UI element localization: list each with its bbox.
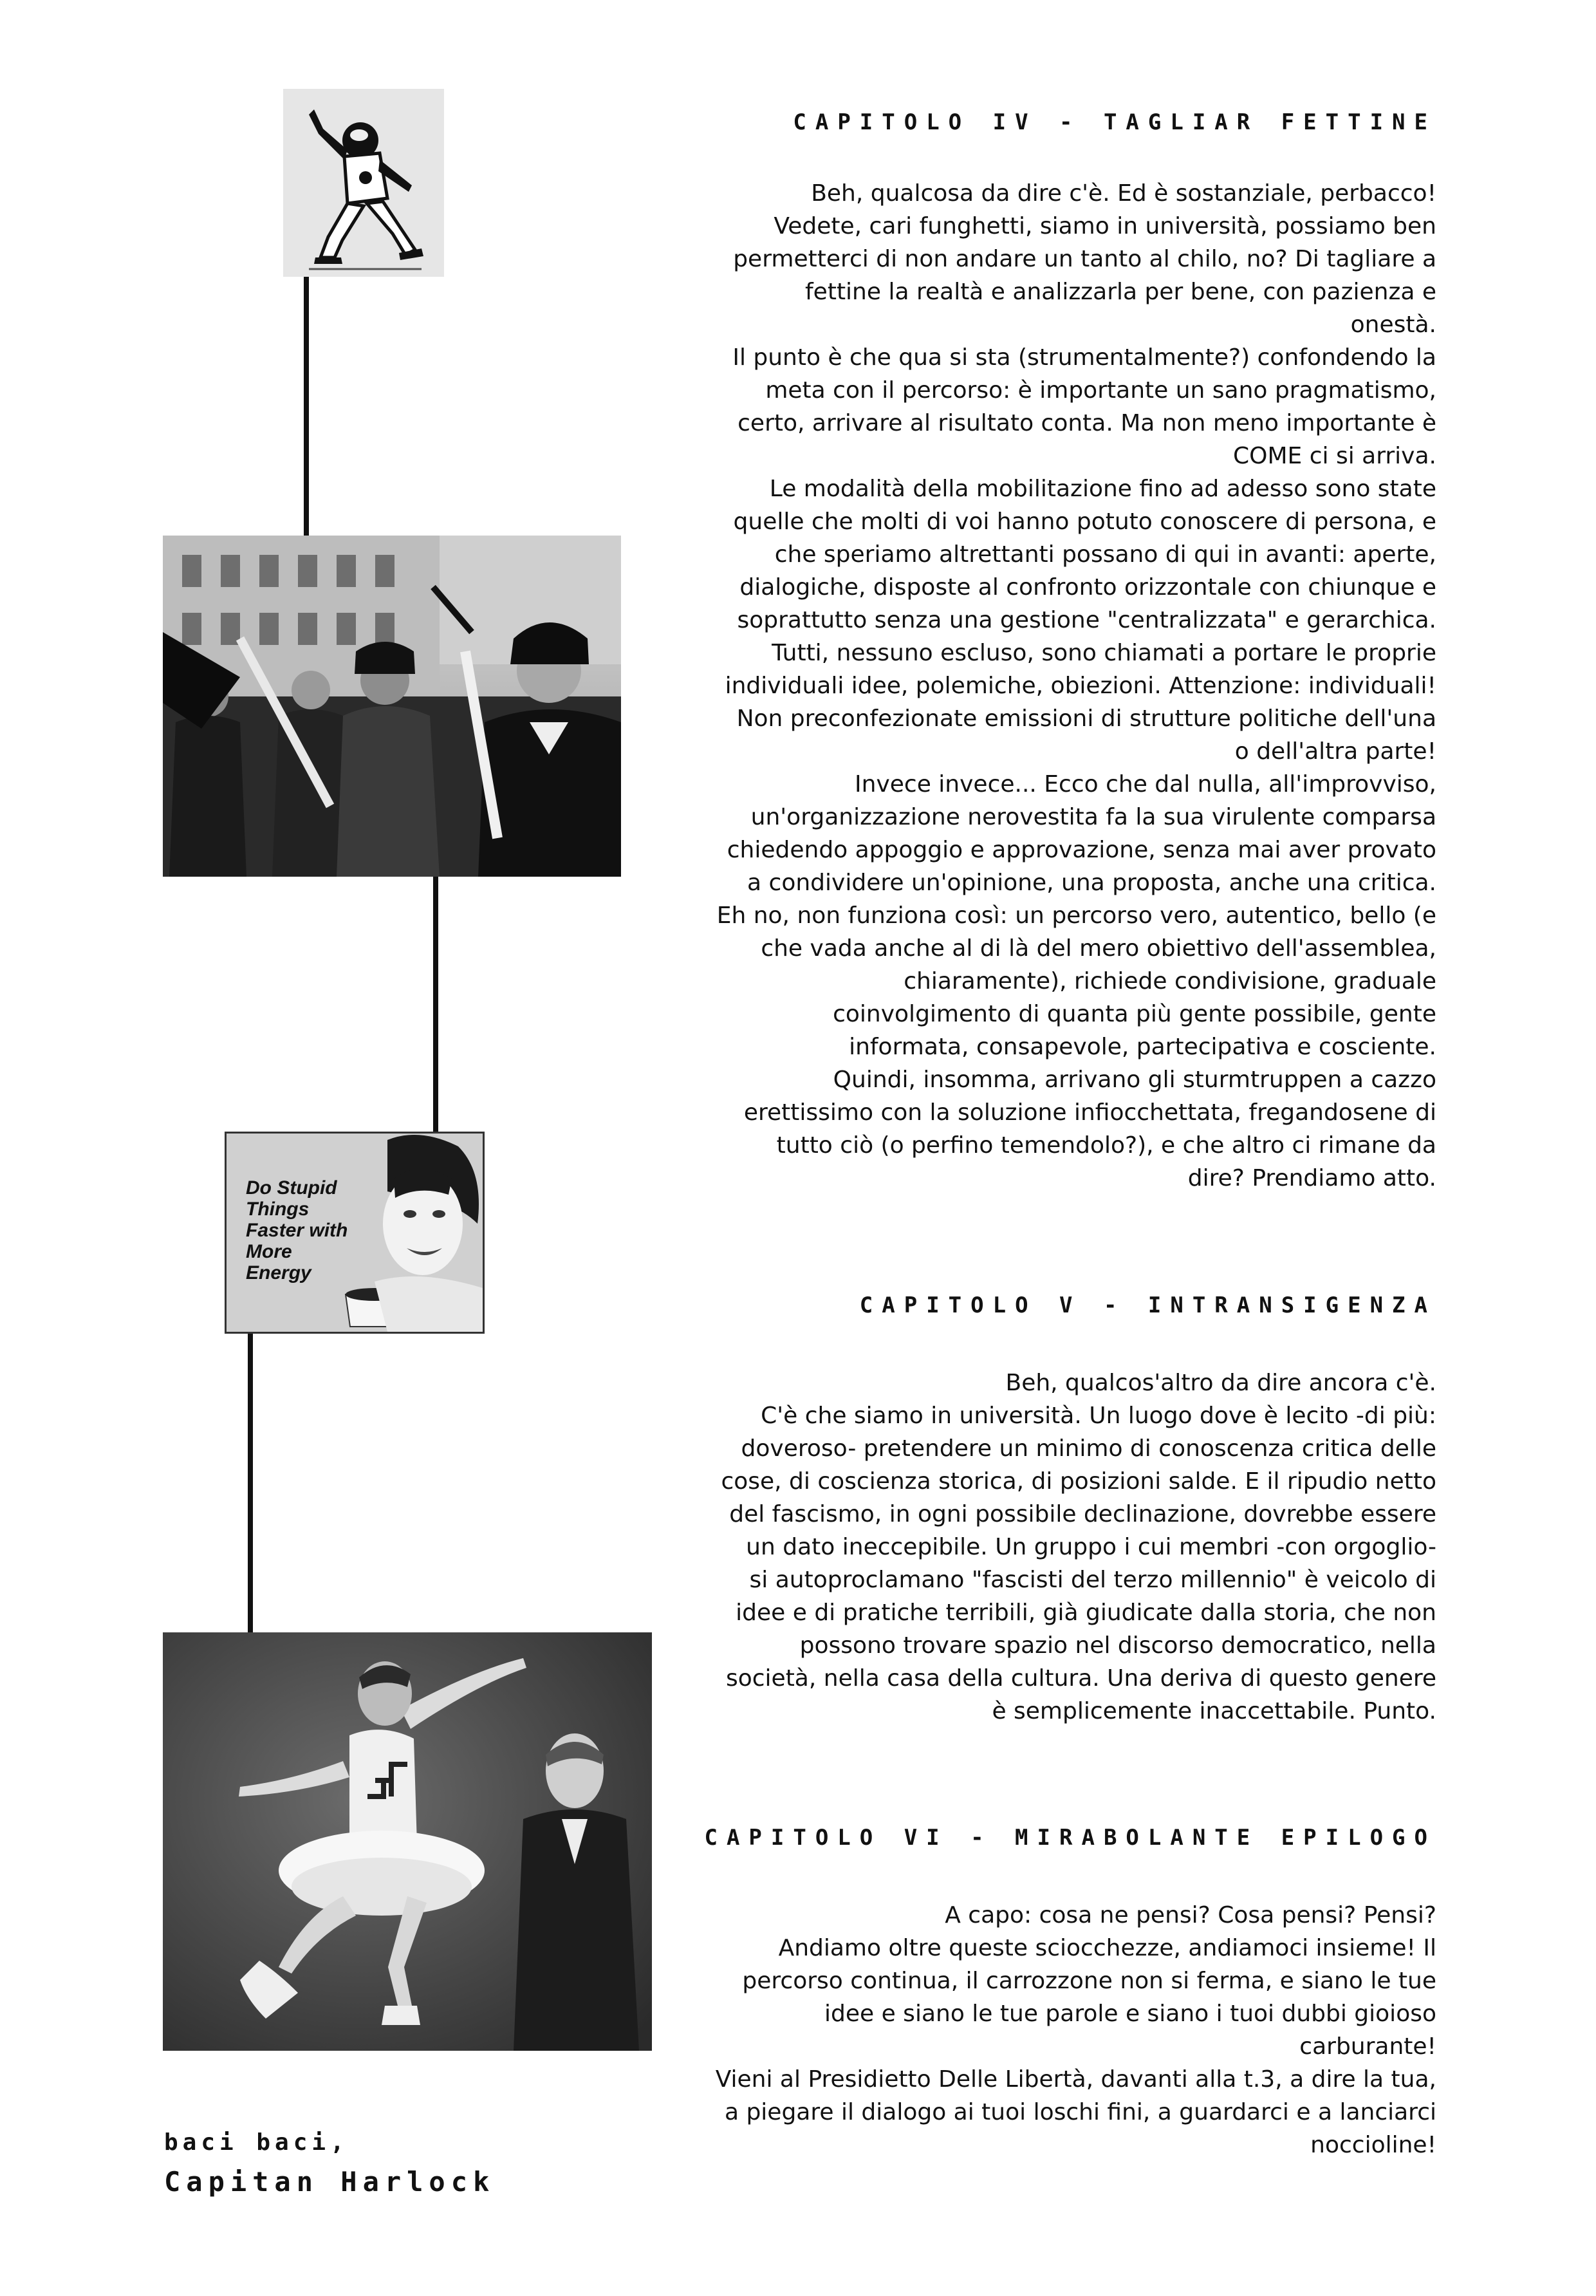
text-line: chiedendo appoggio e approvazione, senza mai aver provato: [727, 837, 1436, 863]
text-line: Quindi, insomma, arrivano gli sturmtruppen a cazzo: [833, 1067, 1436, 1093]
text-line: fettine la realtà e analizzarla per bene, con pazienza e: [805, 279, 1436, 305]
text-line: percorso continua, il carrozzone non si ferma, e siano le tue: [742, 1968, 1436, 1994]
text-line: Tutti, nessuno escluso, sono chiamati a portare le proprie: [772, 640, 1436, 666]
text-line: a condividere un'opinione, una proposta, anche una critica.: [747, 870, 1436, 896]
text-line: Vieni al Presidietto Delle Libertà, davanti alla t.3, a dire la tua,: [715, 2066, 1436, 2093]
text-line: che speriamo altrettanti possano di qui in avanti: aperte,: [774, 541, 1436, 568]
poster-text: Do Stupid Things Faster with More Energy: [246, 1177, 348, 1283]
text-line: Le modalità della mobilitazione fino ad adesso sono state: [769, 476, 1436, 502]
text-line: certo, arrivare al risultato conta. Ma non meno importante è: [738, 410, 1436, 436]
text-line: società, nella casa della cultura. Una deriva di questo genere: [725, 1665, 1436, 1692]
text-line: noccioline!: [1310, 2132, 1436, 2158]
text-line: quelle che molti di voi hanno potuto conoscere di persona, e: [733, 509, 1436, 535]
text-line: Il punto è che qua si sta (strumentalmente?) confondendo la: [732, 344, 1436, 371]
text-line: Andiamo oltre queste sciocchezze, andiamoci insieme! Il: [778, 1935, 1436, 1961]
text-line: a piegare il dialogo ai tuoi loschi fini, a guardarci e a lanciarci: [724, 2099, 1436, 2125]
text-line: C'è che siamo in università. Un luogo dove è lecito -di più:: [761, 1403, 1436, 1429]
text-line: tutto ciò (o perfino temendolo?), e che altro ci rimane da: [776, 1132, 1436, 1159]
text-line: Non preconfezionate emissioni di strutture politiche dell'una: [736, 705, 1436, 732]
text-line: chiaramente), richiede condivisione, graduale: [904, 968, 1436, 994]
text-line: o dell'altra parte!: [1234, 738, 1436, 765]
text-line: permetterci di non andare un tanto al chilo, no? Di tagliare a: [733, 246, 1436, 272]
text-line: meta con il percorso: è importante un sano pragmatismo,: [765, 377, 1436, 404]
text-line: del fascismo, in ogni possibile declinazione, dovrebbe essere: [729, 1501, 1436, 1527]
text-line: A capo: cosa ne pensi? Cosa pensi? Pensi?: [945, 1902, 1436, 1928]
text-line: soprattutto senza una gestione "centralizzata" e gerarchica.: [737, 607, 1436, 633]
text-line: un dato ineccepibile. Un gruppo i cui membri -con orgoglio-: [746, 1534, 1436, 1560]
text-line: si autoproclamano "fascisti del terzo millennio" è veicolo di: [749, 1567, 1436, 1593]
text-line: individuali idee, polemiche, obiezioni. Attenzione: individuali!: [725, 673, 1436, 699]
text-line: idee e di pratiche terribili, già giudicate dalla storia, che non: [736, 1600, 1436, 1626]
text-line: possono trovare spazio nel discorso democratico, nella: [799, 1632, 1436, 1659]
text-line: Beh, qualcos'altro da dire ancora c'è.: [1005, 1370, 1436, 1396]
text-line: Beh, qualcosa da dire c'è. Ed è sostanziale, perbacco!: [811, 180, 1436, 207]
cartoon-figure-drawing: [283, 89, 444, 277]
timeline-line-3: [248, 1332, 253, 1635]
text-line: cose, di coscienza storica, di posizioni salde. E il ripudio netto: [721, 1468, 1436, 1495]
chapter-6-heading: CAPITOLO VI - MIRABOLANTE EPILOGO: [704, 1825, 1436, 1851]
chapter-4-body: [600, 177, 1436, 1195]
timeline-line-2: [433, 875, 438, 1133]
text-line: un'organizzazione nerovestita fa la sua virulente comparsa: [750, 804, 1436, 830]
chapter-6-body: [600, 1899, 1436, 2161]
signature-name: Capitan Harlock: [164, 2166, 496, 2198]
text-line: Vedete, cari funghetti, siamo in università, possiamo ben: [774, 213, 1436, 239]
text-line: COME ci si arriva.: [1232, 443, 1436, 469]
text-line: idee e siano le tue parole e siano i tuoi dubbi gioioso: [824, 2001, 1436, 2027]
protest-photo: [163, 536, 621, 877]
text-line: Eh no, non funziona così: un percorso vero, autentico, bello (e: [716, 902, 1436, 929]
text-line: doveroso- pretendere un minimo di conoscenza critica delle: [741, 1435, 1436, 1462]
cartoon-figure-image: [283, 89, 444, 277]
text-line: carburante!: [1299, 2033, 1436, 2060]
text-line: che vada anche al di là del mero obiettivo dell'assemblea,: [761, 935, 1436, 962]
chapter-4-heading: CAPITOLO IV - TAGLIAR FETTINE: [793, 109, 1436, 135]
ballerina-collage-drawing: [163, 1632, 652, 2051]
text-line: è semplicemente inaccettabile. Punto.: [992, 1698, 1436, 1724]
text-line: erettissimo con la soluzione infiocchettata, fregandosene di: [743, 1099, 1436, 1126]
protest-photo-drawing: [163, 536, 621, 877]
text-line: informata, consapevole, partecipativa e cosciente.: [849, 1034, 1436, 1060]
chapter-5-heading: CAPITOLO V - INTRANSIGENZA: [859, 1293, 1436, 1318]
text-line: coinvolgimento di quanta più gente possibile, gente: [833, 1001, 1436, 1027]
retro-poster: [225, 1132, 485, 1334]
chapter-5-body: [600, 1367, 1436, 1728]
text-line: onestà.: [1350, 312, 1436, 338]
timeline-line-1: [304, 270, 309, 536]
text-line: dialogiche, disposte al confronto orizzontale con chiunque e: [739, 574, 1436, 601]
signature-greeting: baci baci,: [164, 2129, 349, 2156]
text-line: dire? Prendiamo atto.: [1187, 1165, 1436, 1191]
ballerina-collage-image: [163, 1632, 652, 2051]
text-line: Invece invece... Ecco che dal nulla, all'improvviso,: [855, 771, 1436, 798]
